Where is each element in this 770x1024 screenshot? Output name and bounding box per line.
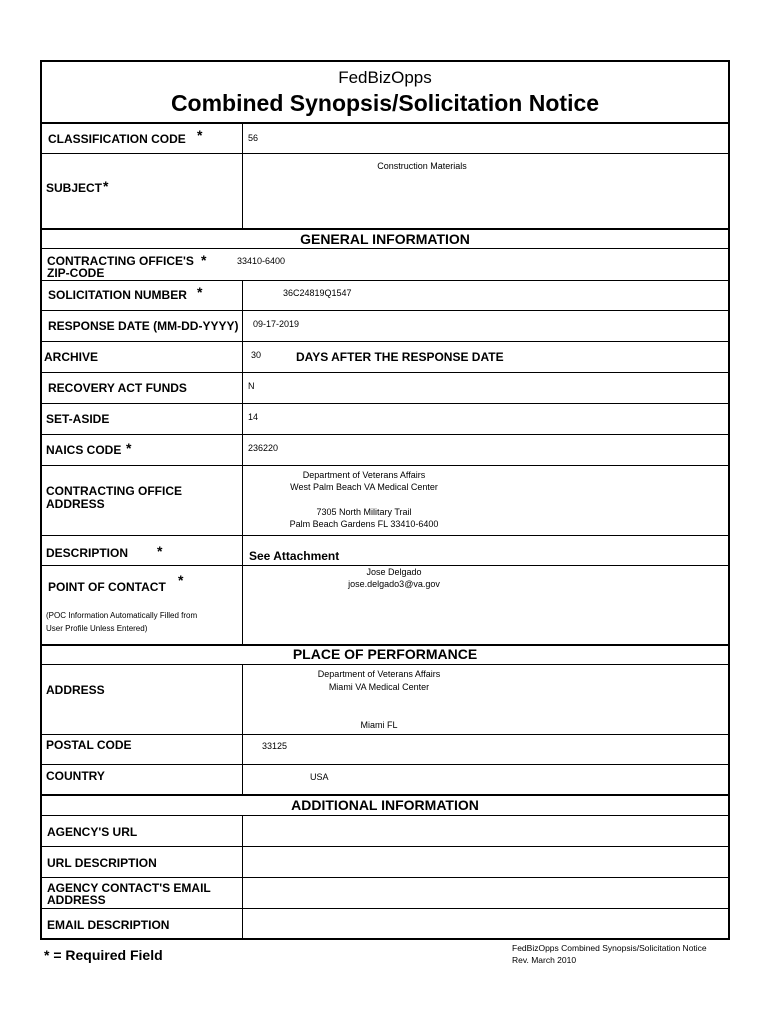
divider	[40, 280, 730, 281]
archive-suffix: DAYS AFTER THE RESPONSE DATE	[296, 350, 504, 364]
subject-value[interactable]: Construction Materials	[377, 161, 467, 171]
contracting-office-address-line[interactable]: Palm Beach Gardens FL 33410-6400	[289, 519, 439, 529]
zip-code-value[interactable]: 33410-6400	[237, 256, 286, 266]
description-label: DESCRIPTION	[46, 546, 129, 560]
postal-code-value[interactable]: 33125	[262, 741, 288, 751]
subject-label: SUBJECT	[46, 181, 103, 195]
agency-contact-email-label-line1: AGENCY CONTACT'S EMAIL	[47, 881, 211, 895]
section-place-of-performance: PLACE OF PERFORMANCE	[292, 646, 478, 662]
pop-address-line[interactable]: Department of Veterans Affairs	[317, 669, 441, 679]
set-aside-value[interactable]: 14	[248, 412, 259, 422]
description-value[interactable]: See Attachment	[249, 549, 340, 563]
country-label: COUNTRY	[46, 769, 105, 783]
set-aside-label: SET-ASIDE	[46, 412, 110, 426]
divider	[40, 565, 730, 566]
zip-code-label-line1: CONTRACTING OFFICE'S	[47, 254, 194, 268]
archive-label: ARCHIVE	[44, 350, 99, 364]
divider	[40, 465, 730, 466]
pop-address-line[interactable]: Miami FL	[360, 720, 398, 730]
column-divider	[242, 122, 243, 228]
required-marker: *	[103, 178, 109, 194]
section-additional-information: ADDITIONAL INFORMATION	[291, 797, 479, 813]
postal-code-label: POSTAL CODE	[46, 738, 132, 752]
contracting-office-address-label-line1: CONTRACTING OFFICE	[46, 484, 182, 498]
required-field-note: * = Required Field	[44, 947, 163, 963]
required-marker: *	[197, 284, 203, 300]
required-marker: *	[126, 440, 132, 456]
divider	[40, 372, 730, 373]
divider	[40, 764, 730, 765]
classification-code-value[interactable]: 56	[248, 133, 259, 143]
point-of-contact-name[interactable]: Jose Delgado	[366, 567, 422, 577]
divider	[40, 434, 730, 435]
contracting-office-address-line[interactable]: West Palm Beach VA Medical Center	[290, 482, 438, 492]
divider	[40, 341, 730, 342]
divider	[40, 877, 730, 878]
email-description-label: EMAIL DESCRIPTION	[47, 918, 170, 932]
divider	[40, 535, 730, 536]
agency-url-label: AGENCY'S URL	[47, 825, 138, 839]
required-marker: *	[157, 543, 163, 559]
divider	[40, 122, 730, 124]
response-date-label: RESPONSE DATE (MM-DD-YYYY)	[48, 319, 239, 333]
divider	[40, 248, 730, 249]
zip-code-label-line2: ZIP-CODE	[47, 266, 105, 280]
solicitation-number-value[interactable]: 36C24819Q1547	[283, 288, 352, 298]
form-name-footer: FedBizOpps Combined Synopsis/Solicitation Notice	[512, 943, 707, 953]
country-value[interactable]: USA	[310, 772, 329, 782]
solicitation-number-label: SOLICITATION NUMBER	[48, 288, 187, 302]
divider	[40, 310, 730, 311]
divider	[40, 403, 730, 404]
point-of-contact-note-line1: (POC Information Automatically Filled from	[46, 611, 198, 620]
response-date-value[interactable]: 09-17-2019	[253, 319, 300, 329]
contracting-office-address-label-line2: ADDRESS	[46, 497, 105, 511]
column-divider	[242, 280, 243, 644]
archive-value[interactable]: 30	[251, 350, 262, 360]
divider	[40, 846, 730, 847]
divider	[40, 815, 730, 816]
classification-code-label: CLASSIFICATION CODE	[48, 132, 186, 146]
contracting-office-address-line[interactable]: Department of Veterans Affairs	[302, 470, 426, 480]
agency-name: FedBizOpps	[338, 68, 432, 87]
divider	[40, 908, 730, 909]
divider	[40, 228, 730, 230]
section-general-information: GENERAL INFORMATION	[300, 231, 470, 247]
agency-contact-email-label-line2: ADDRESS	[47, 893, 106, 907]
recovery-act-funds-label: RECOVERY ACT FUNDS	[48, 381, 187, 395]
required-marker: *	[201, 252, 207, 268]
point-of-contact-note-line2: User Profile Unless Entered)	[46, 624, 148, 633]
naics-code-label: NAICS CODE	[46, 443, 122, 457]
url-description-label: URL DESCRIPTION	[47, 856, 157, 870]
column-divider	[242, 664, 243, 794]
divider	[40, 664, 730, 665]
divider	[40, 794, 730, 796]
point-of-contact-label: POINT OF CONTACT	[48, 580, 166, 594]
form-title: Combined Synopsis/Solicitation Notice	[170, 90, 600, 116]
naics-code-value[interactable]: 236220	[248, 443, 279, 453]
column-divider	[242, 815, 243, 940]
point-of-contact-email[interactable]: jose.delgado3@va.gov	[348, 579, 440, 589]
required-marker: *	[178, 572, 184, 588]
contracting-office-address-line[interactable]: 7305 North Military Trail	[316, 507, 412, 517]
pop-address-line[interactable]: Miami VA Medical Center	[328, 682, 430, 692]
revision-footer: Rev. March 2010	[512, 955, 577, 965]
divider	[40, 734, 730, 735]
divider	[40, 153, 730, 154]
recovery-act-funds-value[interactable]: N	[248, 381, 255, 391]
required-marker: *	[197, 127, 203, 143]
pop-address-label: ADDRESS	[46, 683, 105, 697]
